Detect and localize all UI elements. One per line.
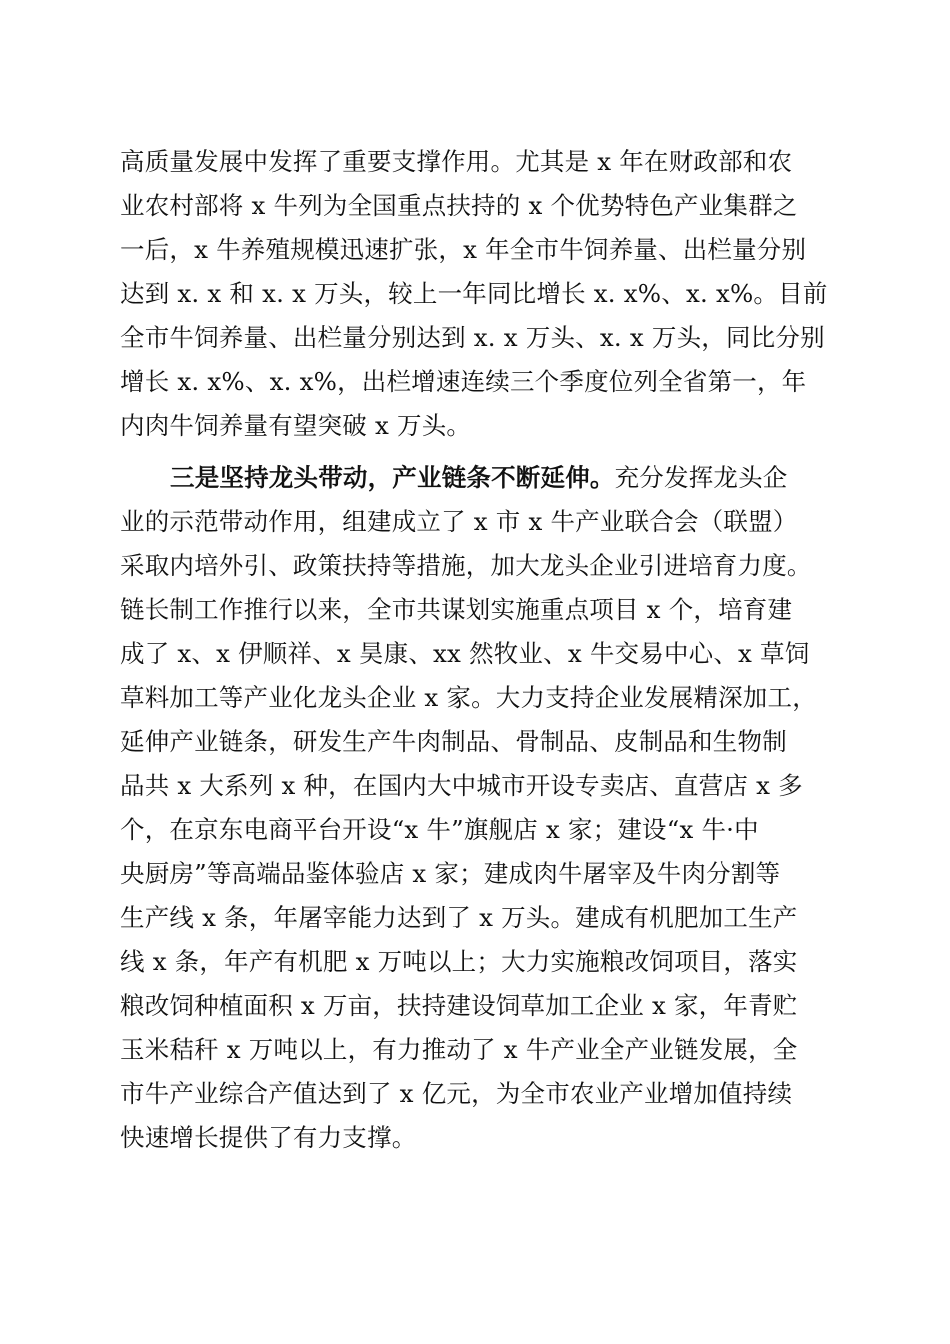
paragraph-2-line-9: 个，在京东电商平台开设“x 牛”旗舰店 x 家；建设“x 牛·中: [120, 815, 759, 844]
paragraph-2-line-8: 品共 x 大系列 x 种，在国内大中城市开设专卖店、直营店 x 多: [120, 771, 803, 800]
paragraph-2-line-4: 链长制工作推行以来，全市共谋划实施重点项目 x 个，培育建: [120, 595, 793, 624]
paragraph-1-line-3: 一后，x 牛养殖规模迅速扩张，x 年全市牛饲养量、出栏量分别: [120, 235, 807, 264]
paragraph-2: [120, 456, 840, 1160]
paragraph-2-line-7: 延伸产业链条，研发生产牛肉制品、骨制品、皮制品和生物制: [120, 727, 787, 756]
paragraph-1-line-6: 增长 x. x%、x. x%，出栏增速连续三个季度位列全省第一，年: [120, 367, 807, 396]
paragraph-1-line-1: 高质量发展中发挥了重要支撑作用。尤其是 x 年在财政部和农: [120, 147, 793, 176]
paragraph-2-line-13: 粮改饲种植面积 x 万亩，扶持建设饲草加工企业 x 家，年青贮: [120, 991, 798, 1020]
paragraph-2-line-1: [120, 456, 840, 500]
paragraph-2-heading: 三是坚持龙头带动，产业链条不断延伸。: [170, 463, 615, 492]
paragraph-2-line-12: 线 x 条，年产有机肥 x 万吨以上；大力实施粮改饲项目，落实: [120, 947, 798, 976]
paragraph-1: [120, 140, 840, 448]
paragraph-1-line-5: 全市牛饲养量、出栏量分别达到 x. x 万头、x. x 万头，同比分别: [120, 323, 825, 352]
paragraph-2-line-16: 快速增长提供了有力支撑。: [120, 1123, 417, 1152]
paragraph-1-line-4: 达到 x. x 和 x. x 万头，较上一年同比增长 x. x%、x. x%。目前: [120, 279, 828, 308]
paragraph-2-line-11: 生产线 x 条，年屠宰能力达到了 x 万头。建成有机肥加工生产: [120, 903, 798, 932]
paragraph-2-line-10: 央厨房”等高端品鉴体验店 x 家；建成肉牛屠宰及牛肉分割等: [120, 859, 781, 888]
paragraph-2-line-2: 业的示范带动作用，组建成立了 x 市 x 牛产业联合会（联盟）: [120, 507, 798, 536]
paragraph-2-line-5: 成了 x、x 伊顺祥、x 昊康、xx 然牧业、x 牛交易中心、x 草饲: [120, 639, 810, 668]
paragraph-1-line-7: 内肉牛饲养量有望突破 x 万头。: [120, 411, 472, 440]
paragraph-2-line-1-rest: 充分发挥龙头企: [614, 463, 788, 492]
paragraph-2-line-15: 市牛产业综合产值达到了 x 亿元，为全市农业产业增加值持续: [120, 1079, 793, 1108]
paragraph-2-line-3: 采取内培外引、政策扶持等措施，加大龙头企业引进培育力度。: [120, 551, 812, 580]
paragraph-2-line-6: 草料加工等产业化龙头企业 x 家。大力支持企业发展精深加工，: [120, 683, 817, 712]
paragraph-2-line-14: 玉米秸秆 x 万吨以上，有力推动了 x 牛产业全产业链发展，全: [120, 1035, 798, 1064]
paragraph-1-line-2: 业农村部将 x 牛列为全国重点扶持的 x 个优势特色产业集群之: [120, 191, 798, 220]
